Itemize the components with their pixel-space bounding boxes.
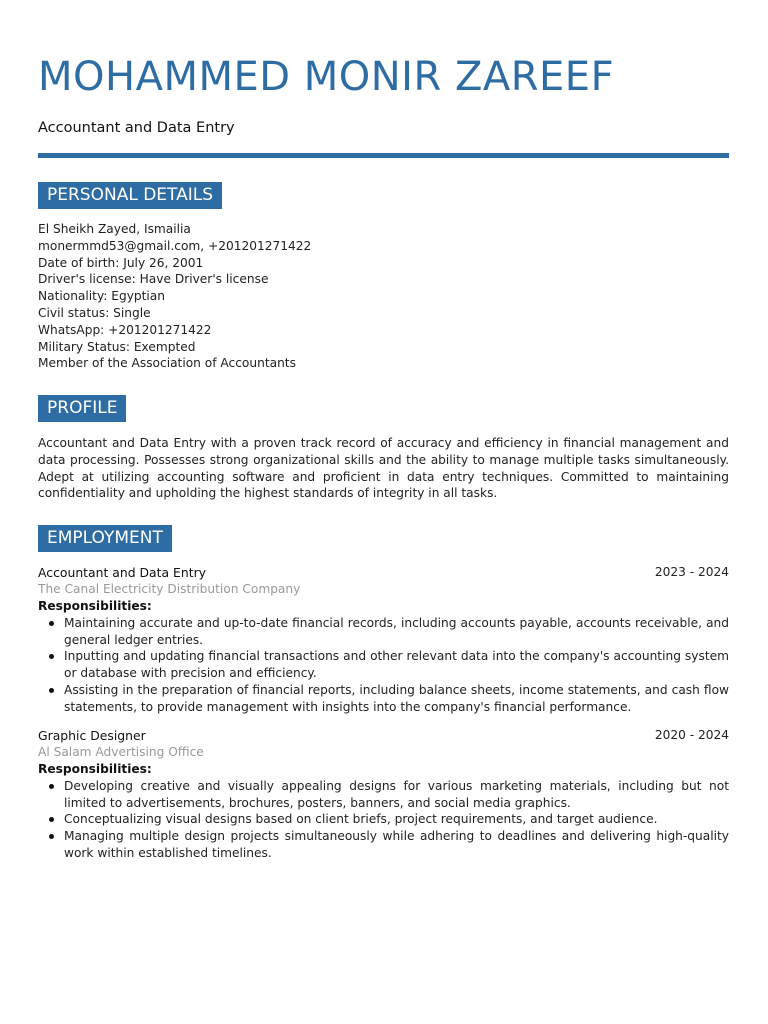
list-item	[38, 648, 729, 682]
profile-summary: Accountant and Data Entry with a proven track record of accuracy and efficiency in financial management and data processing. Possesses strong organizational skills and the ability to manage multiple tasks simultaneously. Adept at utilizing accounting software and proficient in data entry techniques. Committed to maintaining confidentiality and upholding the highest standards of integrity in all tasks.	[38, 436, 729, 501]
bullet-icon	[49, 654, 54, 659]
job-company: The Canal Electricity Distribution Company	[38, 582, 301, 596]
bullet-text: Managing multiple design projects simultaneously while adhering to deadlines and delivering high-quality work within established timelines.	[64, 829, 729, 860]
list-item	[38, 778, 729, 812]
section-heading-personal-details: PERSONAL DETAILS	[38, 182, 222, 209]
header-divider	[38, 153, 729, 158]
job-title: Graphic Designer	[38, 728, 146, 743]
detail-address: El Sheikh Zayed, Ismailia	[38, 222, 191, 236]
job-company: Al Salam Advertising Office	[38, 745, 204, 759]
bullet-icon	[49, 817, 54, 822]
responsibilities-list	[38, 778, 729, 862]
bullet-icon	[49, 621, 54, 626]
detail-date-of-birth: Date of birth: July 26, 2001	[38, 255, 204, 270]
responsibilities-label: Responsibilities:	[38, 599, 152, 613]
job-subtitle: Accountant and Data Entry	[38, 120, 235, 136]
detail-contact: monermmd53@gmail.com, +201201271422	[38, 238, 312, 253]
job-years: 2023 - 2024	[654, 565, 729, 579]
list-item	[38, 811, 729, 828]
bullet-text: Conceptualizing visual designs based on client briefs, project requirements, and target audience.	[64, 812, 658, 827]
job-entry	[38, 564, 729, 716]
section-heading-profile: PROFILE	[38, 395, 126, 422]
list-item	[38, 615, 729, 649]
job-years: 2020 - 2024	[654, 728, 729, 742]
detail-drivers-license: Driver's license: Have Driver's license	[38, 272, 269, 287]
bullet-icon	[49, 834, 54, 839]
bullet-text: Developing creative and visually appealing designs for various marketing materials, including but not limited to advertisements, brochures, posters, banners, and social media graphics.	[64, 778, 729, 810]
candidate-name: MOHAMMED MONIR ZAREEF	[38, 54, 615, 100]
responsibilities-label: Responsibilities:	[38, 762, 152, 776]
bullet-icon	[49, 784, 54, 789]
bullet-text: Assisting in the preparation of financial reports, including balance sheets, income statements, and cash flow statements, to provide management with insights into the company's financial performance.	[64, 682, 729, 714]
detail-whatsapp: WhatsApp: +201201271422	[38, 322, 212, 337]
bullet-text: Maintaining accurate and up-to-date financial records, including accounts payable, accounts receivable, and general ledger entries.	[64, 615, 729, 647]
list-item	[38, 828, 729, 862]
list-item	[38, 682, 729, 716]
personal-details-list	[38, 221, 311, 372]
bullet-text: Inputting and updating financial transactions and other relevant data into the company's accounting system or database with precision and efficiency.	[64, 649, 729, 681]
job-title: Accountant and Data Entry	[38, 565, 207, 580]
job-entry	[38, 727, 729, 862]
section-heading-employment: EMPLOYMENT	[38, 525, 172, 552]
detail-civil-status: Civil status: Single	[38, 305, 151, 320]
detail-nationality: Nationality: Egyptian	[38, 289, 165, 304]
responsibilities-list	[38, 615, 729, 716]
bullet-icon	[49, 688, 54, 693]
detail-military-status: Military Status: Exempted	[38, 339, 196, 354]
detail-membership: Member of the Association of Accountants	[38, 356, 296, 371]
